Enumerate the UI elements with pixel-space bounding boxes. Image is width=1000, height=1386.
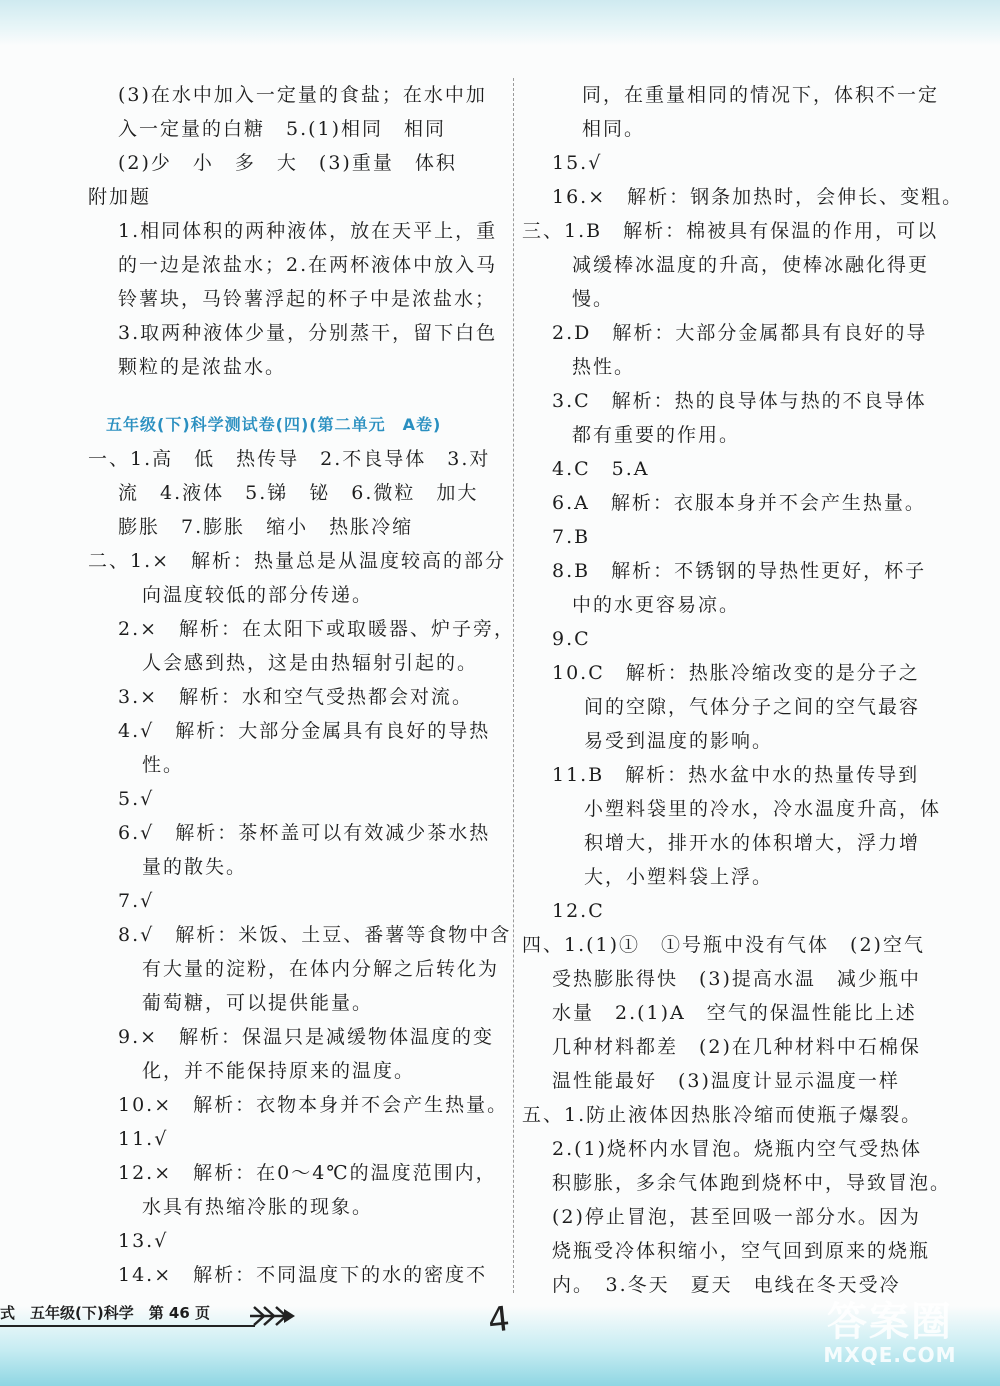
text-line: 12.× 解析：在0～4℃的温度范围内， [118,1162,497,1184]
watermark-logo [810,1290,970,1367]
text-line: 1.相同体积的两种液体，放在天平上，重 [118,220,498,242]
right-column [522,78,964,1302]
watermark-text: 答案圈 [827,1299,953,1345]
text-line: 受热膨胀得快 (3)提高水温 减少瓶中 [552,968,921,990]
text-line: (2)停止冒泡，甚至回吸一部分水。因为 [552,1206,921,1228]
text-line: 水具有热缩冷胀的现象。 [142,1196,374,1218]
text-line: 3.× 解析：水和空气受热都会对流。 [118,686,474,708]
text-line: 的一边是浓盐水；2.在两杯液体中放入马 [118,254,498,276]
arrow-icon [248,1303,298,1329]
text-line: 相同。 [582,118,646,140]
text-line: 5.√ [118,788,155,810]
text-line: 二、1.× 解析：热量总是从温度较高的部分 [88,550,507,572]
text-line: 8.√ 解析：米饭、土豆、番薯等食物中含 [118,924,512,946]
text-line: 9.C [552,628,591,650]
text-line: 人会感到热，这是由热辐射引起的。 [142,652,479,674]
column-divider [513,78,514,1293]
watermark-url: MXQE.COM [823,1343,957,1367]
handwritten-mark: 4 [485,1298,512,1342]
text-line: 3.C 解析：热的良导体与热的不良导体 [552,390,927,412]
text-line: 4.C 5.A [552,458,650,480]
text-line: 4.√ 解析：大部分金属具有良好的导热 [118,720,491,742]
left-column [88,78,516,1292]
text-line: 3.取两种液体少量，分别蒸干，留下白色 [118,322,498,344]
text-line: 有大量的淀粉，在体内分解之后转化为 [142,958,500,980]
text-line: 大，小塑料袋上浮。 [584,866,774,888]
text-line: 10.C 解析：热胀冷缩改变的是分子之 [552,662,920,684]
section-title: 五年级(下)科学测试卷(四)(第二单元 A卷) [106,415,442,434]
text-line: 温性能最好 (3)温度计显示温度一样 [552,1070,900,1092]
text-line: 三、1.B 解析：棉被具有保温的作用，可以 [522,220,939,242]
text-line: 12.C [552,900,605,922]
text-line: 14.× 解析：不同温度下的水的密度不 [118,1264,488,1286]
text-line: 中的水更容易凉。 [572,594,741,616]
text-line: 内。 3.冬天 夏天 电线在冬天受冷 [552,1274,901,1296]
text-line: 颗粒的是浓盐水。 [118,356,287,378]
text-line: 烧瓶受冷体积缩小，空气回到原来的烧瓶 [552,1240,931,1262]
text-line: 11.√ [118,1128,169,1150]
text-line: 9.× 解析：保温只是减缓物体温度的变 [118,1026,495,1048]
text-line: 葡萄糖，可以提供能量。 [142,992,374,1014]
text-line: (3)在水中加入一定量的食盐；在水中加 [118,84,487,106]
text-line: (2)少 小 多 大 (3)重量 体积 [118,152,457,174]
top-decorative-band [0,0,1000,46]
text-line: 7.√ [118,890,155,912]
text-line: 13.√ [118,1230,169,1252]
text-line: 量的散失。 [142,856,248,878]
text-line: 化，并不能保持原来的温度。 [142,1060,416,1082]
text-line: 8.B 解析：不锈钢的导热性更好，杯子 [552,560,927,582]
text-line: 热性。 [572,356,636,378]
text-line: 积增大，排开水的体积增大，浮力增 [584,832,921,854]
text-line: 小塑料袋里的冷水，冷水温度升高，体 [584,798,942,820]
text-line: 都有重要的作用。 [572,424,741,446]
text-line: 入一定量的白糖 5.(1)相同 相同 [118,118,447,140]
text-line: 同，在重量相同的情况下，体积不一定 [582,84,940,106]
text-line: 五、1.防止液体因热胀冷缩而使瓶子爆裂。 [522,1104,923,1126]
text-line: 6.√ 解析：茶杯盖可以有效减少茶水热 [118,822,491,844]
text-line: 慢。 [572,288,615,310]
text-line: 铃薯块，马铃薯浮起的杯子中是浓盐水； [118,288,497,310]
footer-rule [0,1325,255,1327]
text-line: 四、1.(1)① ①号瓶中没有气体 (2)空气 [522,934,925,956]
text-line: 积膨胀，多余气体跑到烧杯中，导致冒泡。 [552,1172,952,1194]
text-line: 一、1.高 低 热传导 2.不良导体 3.对 [88,448,491,470]
text-line: 2.(1)烧杯内水冒泡。烧瓶内空气受热体 [552,1138,923,1160]
text-line: 几种材料都差 (2)在几种材料中石棉保 [552,1036,921,1058]
text-line: 2.× 解析：在太阳下或取暖器、炉子旁， [118,618,516,640]
text-line: 水量 2.(1)A 空气的保温性能比上述 [552,1002,917,1024]
spacer [88,384,493,408]
appendix-heading: 附加题 [88,186,152,208]
text-line: 流 4.液体 5.锑 铋 6.微粒 加大 [118,482,479,504]
text-line: 15.√ [552,152,603,174]
text-line: 性。 [142,754,185,776]
text-line: 易受到温度的影响。 [584,730,774,752]
text-line: 16.× 解析：钢条加热时，会伸长、变粗。 [552,186,964,208]
text-line: 间的空隙，气体分子之间的空气最容 [584,696,921,718]
text-line: 膨胀 7.膨胀 缩小 热胀冷缩 [118,516,414,538]
text-line: 向温度较低的部分传递。 [142,584,374,606]
text-line: 7.B [552,526,591,548]
text-line: 11.B 解析：热水盆中水的热量传导到 [552,764,920,786]
text-line: 10.× 解析：衣物本身并不会产生热量。 [118,1094,509,1116]
text-line: 减缓棒冰温度的升高，使棒冰融化得更 [572,254,930,276]
text-line: 6.A 解析：衣服本身并不会产生热量。 [552,492,926,514]
text-line: 2.D 解析：大部分金属都具有良好的导 [552,322,928,344]
page-footer: 式 五年级(下)科学 第 46 页 [0,1304,211,1322]
